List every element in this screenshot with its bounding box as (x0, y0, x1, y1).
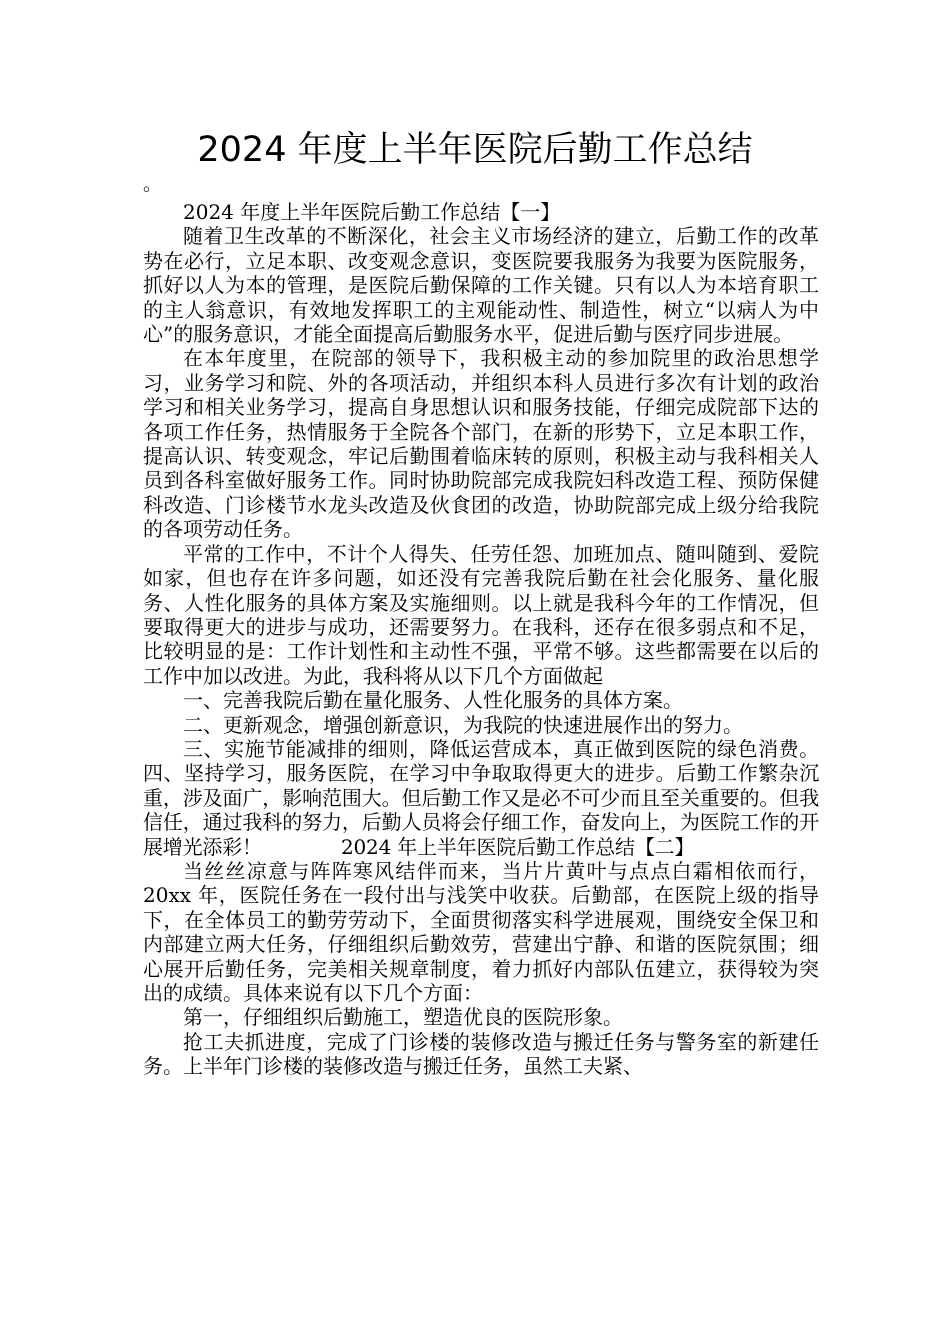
paragraph: 随着卫生改革的不断深化，社会主义市场经济的建立，后勤工作的改革势在必行，立足本职、改变观念意识，变医院要我服务为我要为医院服务，抓好以人为本的管理，是医院后勤保障的工作关键。只有以人为本培育职工的主人翁意识，有效地发挥职工的主观能动性、制造性，树立“以病人为中心”的服务意识，才能全面提高后勤服务水平，促进后勤与医疗同步进展。 (143, 224, 819, 347)
paragraph: 平常的工作中，不计个人得失、任劳任怨、加班加点、随叫随到、爱院如家，但也存在许多问题，如还没有完善我院后勤在社会化服务、量化服务、人性化服务的具体方案及实施细则。以上就是我科今年的工作情况，但要取得更大的进步与成功，还需要努力。在我科，还存在很多弱点和不足，比较明显的是：工作计划性和主动性不强，平常不够。这些都需要在以后的工作中加以改进。为此，我科将从以下几个方面做起 (143, 541, 819, 688)
list-item: 二、更新观念，增强创新意识，为我院的快速进展作出的努力。 (183, 712, 743, 737)
document-body (143, 200, 819, 1079)
paragraph: 当丝丝凉意与阵阵寒风结伴而来，当片片黄叶与点点白霜相依而行，20xx 年，医院任务在一段付出与浅笑中收获。后勤部，在医院上级的指导下，在全体员工的勤劳劳动下，全面贯彻落实科学进展观，围绕安全保卫和内部建立两大任务，仔细组织后勤效劳，营建出宁静、和谐的医院氛围；细心展开后勤任务，完美相关规章制度，着力抓好内部队伍建立，获得较为突出的成绩。具体来说有以下几个方面： (143, 858, 819, 1005)
list-item: 一、完善我院后勤在量化服务、人性化服务的具体方案。 (183, 688, 683, 713)
lead-mark: 。 (143, 173, 163, 195)
list-item: 三、实施节能减排的细则，降低运营成本，真正做到医院的绿色消费。四、坚持学习，服务医院，在学习中争取取得更大的进步。后勤工作繁杂沉重，涉及面广，影响范围大。但后勤工作又是必不可少而且至关重要的。但我信任，通过我科的努力，后勤人员将会仔细工作，奋发向上，为医院工作的开展增光添彩！ 2024 年上半年医院后勤工作总结【二】 (143, 736, 819, 859)
paragraph: 第一，仔细组织后勤施工，塑造优良的医院形象。 (183, 1005, 623, 1030)
document-title: 2024 年度上半年医院后勤工作总结 (197, 130, 753, 170)
section-heading-one: 2024 年度上半年医院后勤工作总结【一】 (183, 200, 561, 224)
paragraph: 在本年度里，在院部的领导下，我积极主动的参加院里的政治思想学习，业务学习和院、外的各项活动，并组织本科人员进行多次有计划的政治学习和相关业务学习，提高自身思想认识和服务技能，仔细完成院部下达的各项工作任务，热情服务于全院各个部门，在新的形势下，立足本职工作，提高认识、转变观念，牢记后勤围着临床转的原则，积极主动与我科相关人员到各科室做好服务工作。同时协助院部完成我院妇科改造工程、预防保健科改造、门诊楼节水龙头改造及伙食团的改造，协助院部完成上级分给我院的各项劳动任务。 (143, 346, 819, 542)
paragraph: 抢工夫抓进度，完成了门诊楼的装修改造与搬迁任务与警务室的新建任务。上半年门诊楼的装修改造与搬迁任务，虽然工夫紧、 (143, 1029, 819, 1079)
